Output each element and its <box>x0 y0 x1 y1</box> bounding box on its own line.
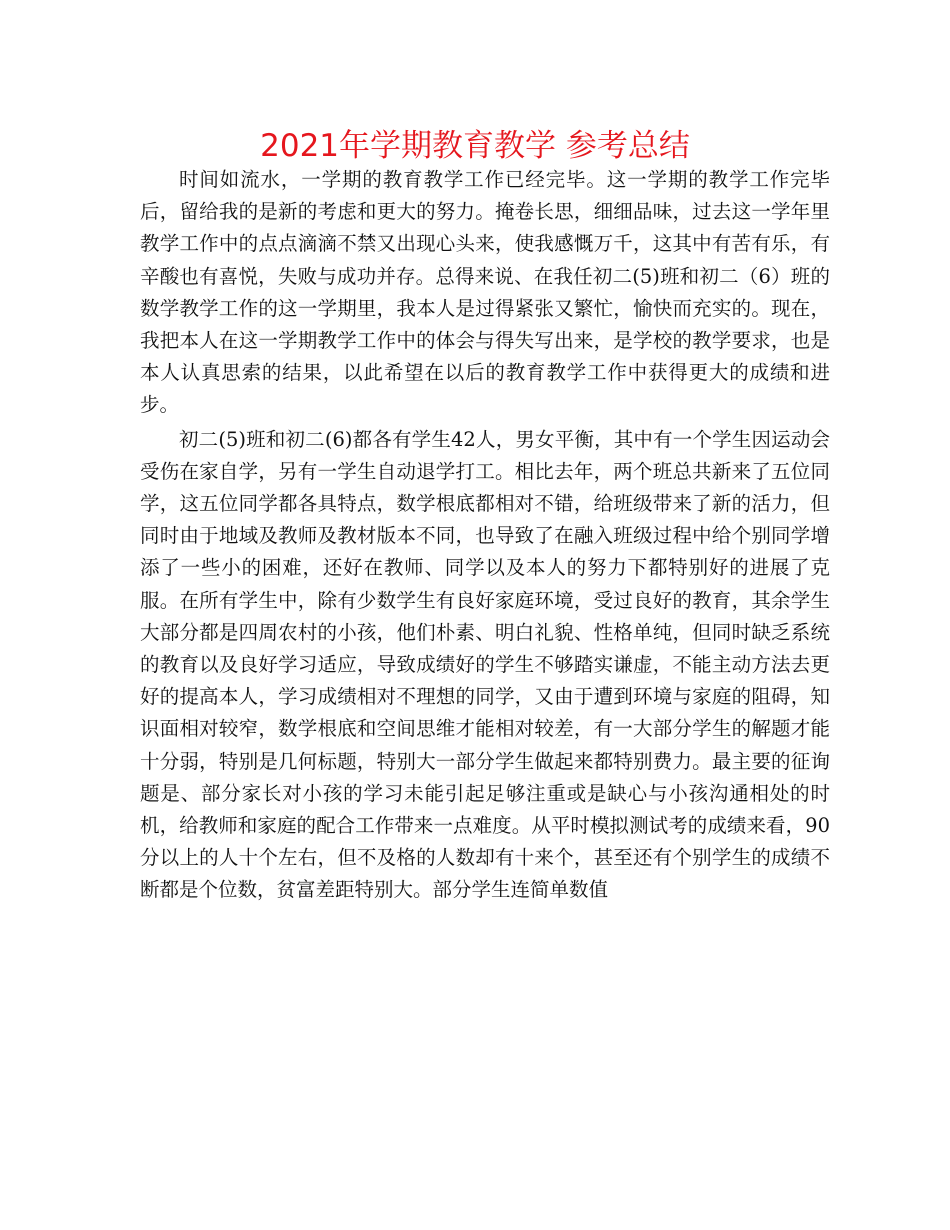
document-title: 2021年学期教育教学 参考总结 <box>260 128 690 164</box>
paragraph-1: 时间如流水，一学期的教育教学工作已经完毕。这一学期的教学工作完毕后，留给我的是新的考虑和更大的努力。掩卷长思，细细品味，过去这一学年里教学工作中的点点滴滴不禁又出现心头来，使我感慨万千，这其中有苦有乐，有辛酸也有喜悦，失败与成功并存。总得来说、在我任初二(5)班和初二（6）班的数学教学工作的这一学期里，我本人是过得紧张又繁忙，愉快而充实的。现在，我把本人在这一学期教学工作中的体会与得失写出来，是学校的教学要求，也是本人认真思索的结果，以此希望在以后的教育教学工作中获得更大的成绩和进步。 <box>140 168 830 417</box>
paragraph-2: 初二(5)班和初二(6)都各有学生42人，男女平衡，其中有一个学生因运动会受伤在家自学，另有一学生自动退学打工。相比去年，两个班总共新来了五位同学，这五位同学都各具特点，数学根底都相对不错，给班级带来了新的活力，但同时由于地域及教师及教材版本不同，也导致了在融入班级过程中给个别同学增添了一些小的困难，还好在教师、同学以及本人的努力下都特别好的进展了克服。在所有学生中，除有少数学生有良好家庭环境，受过良好的教育，其余学生大部分都是四周农村的小孩，他们朴素、明白礼貌、性格单纯，但同时缺乏系统的教育以及良好学习适应，导致成绩好的学生不够踏实谦虚，不能主动方法去更好的提高本人，学习成绩相对不理想的同学，又由于遭到环境与家庭的阻碍，知识面相对较窄，数学根底和空间思维才能相对较差，有一大部分学生的解题才能十分弱，特别是几何标题，特别大一部分学生做起来都特别费力。最主要的征询题是、部分家长对小孩的学习未能引起足够注重或是缺心与小孩沟通相处的时机，给教师和家庭的配合工作带来一点难度。从平时模拟测试考的成绩来看，90分以上的人十个左右，但不及格的人数却有十来个，甚至还有个别学生的成绩不断都是个位数，贫富差距特别大。部分学生连简单数值 <box>140 427 830 902</box>
document-body <box>140 164 830 909</box>
